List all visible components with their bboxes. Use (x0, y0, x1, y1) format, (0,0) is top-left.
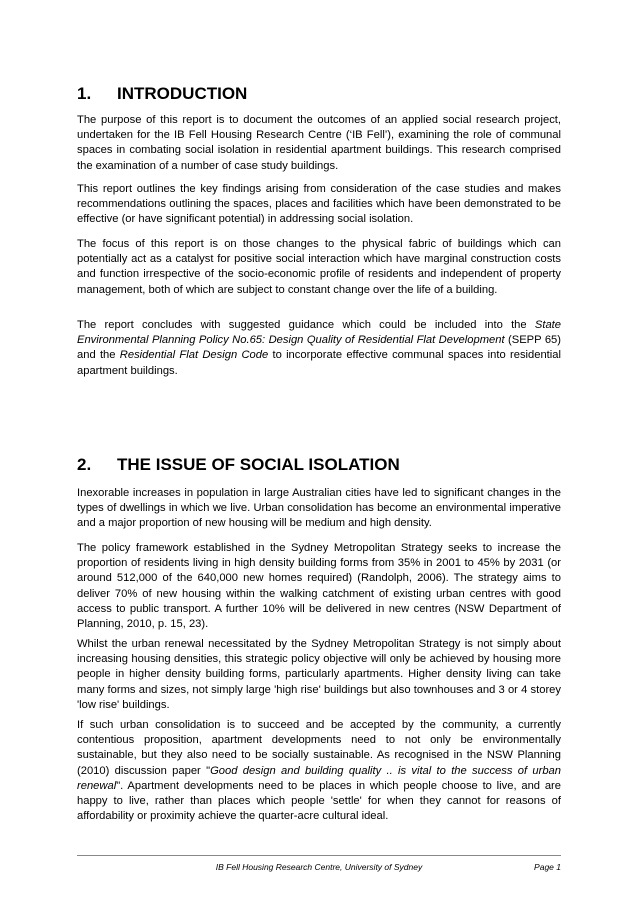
section-2-title: THE ISSUE OF SOCIAL ISOLATION (117, 455, 400, 474)
nsw-planning-quote: Good design and building quality .. is vital to the success of urban renewal (77, 764, 561, 792)
isolation-p4-text-c: ". Apartment developments need to be places in which people choose to live, and are happy to live, rather than places which people 'settle' for when they cannot for reasons of affordability or proximity achieve the quarter-acre cultural ideal. (77, 779, 561, 823)
isolation-paragraph-4 (77, 718, 561, 824)
rfdc-title: Residential Flat Design Code (119, 349, 269, 362)
intro-paragraph-4 (77, 318, 561, 379)
section-2-heading (77, 455, 400, 475)
isolation-paragraph-3: Whilst the urban renewal necessitated by the Sydney Metropolitan Strategy is not simply about increasing housing densities, this strategic policy objective will only be achieved by housing more people in higher density building forms, particularly apartments. Higher density living can take many forms and sizes, not simply large 'high rise' buildings but also townhouses and 3 or 4 storey 'low rise' buildings. (77, 638, 561, 711)
section-1-title: INTRODUCTION (117, 84, 248, 103)
intro-p4-text-e: to incorporate effective communal spaces into residential apartment buildings. (77, 349, 561, 377)
intro-paragraph-3: The focus of this report is on those changes to the physical fabric of buildings which can potentially act as a catalyst for positive social interaction which have marginal construction costs and function irrespective of the socio-economic profile of residents and independent of property management, both of which are subject to constant change over the life of a building. (77, 238, 561, 296)
intro-p4-text-a: The report concludes with suggested guidance which could be included into the (77, 319, 535, 331)
footer-divider (77, 855, 561, 856)
isolation-p4-text-a: If such urban consolidation is to succeed and be accepted by the community, a currently contentious proposition, apartment developments need to not only be environmentally sustainable, but they also need to be socially sustainable. As recognised in the NSW Planning (2010) discussion paper " (77, 719, 561, 777)
intro-p4-text-c: (SEPP 65) and the (77, 334, 561, 362)
footer-source: IB Fell Housing Research Centre, University of Sydney (215, 862, 423, 872)
sepp-65-title: State Environmental Planning Policy No.65: Design Quality of Residential Flat Development (77, 319, 561, 347)
section-1-heading (77, 84, 247, 104)
page-number: Page 1 (534, 862, 561, 872)
intro-paragraph-2: This report outlines the key findings arising from consideration of the case studies and makes recommendations outlining the spaces, places and facilities which have been demonstrated to be effective (or have significant potential) in addressing social isolation. (77, 183, 561, 226)
intro-paragraph-1: The purpose of this report is to document the outcomes of an applied social research project, undertaken for the IB Fell Housing Research Centre (‘IB Fell’), examining the role of communal spaces in combating social isolation in residential apartment buildings. This research comprised the examination of a number of case study buildings. (77, 114, 561, 172)
isolation-paragraph-2: The policy framework established in the Sydney Metropolitan Strategy seeks to increase the proportion of residents living in high density building forms from 35% in 2001 to 45% by 2031 (or around 512,000 of the 640,000 new homes required) (Randolph, 2006). The strategy aims to deliver 70% of new housing within the walking catchment of existing urban centres with good access to public transport. A further 10% will be delivered in new centres (NSW Department of Planning, 2010, p. 15, 23). (77, 542, 561, 631)
isolation-paragraph-1: Inexorable increases in population in large Australian cities have led to significant changes in the types of dwellings in which we live. Urban consolidation has become an environmental imperative and a major proportion of new housing will be medium and high density. (77, 487, 561, 530)
section-2-number: 2. (77, 455, 92, 474)
section-1-number: 1. (77, 84, 92, 103)
